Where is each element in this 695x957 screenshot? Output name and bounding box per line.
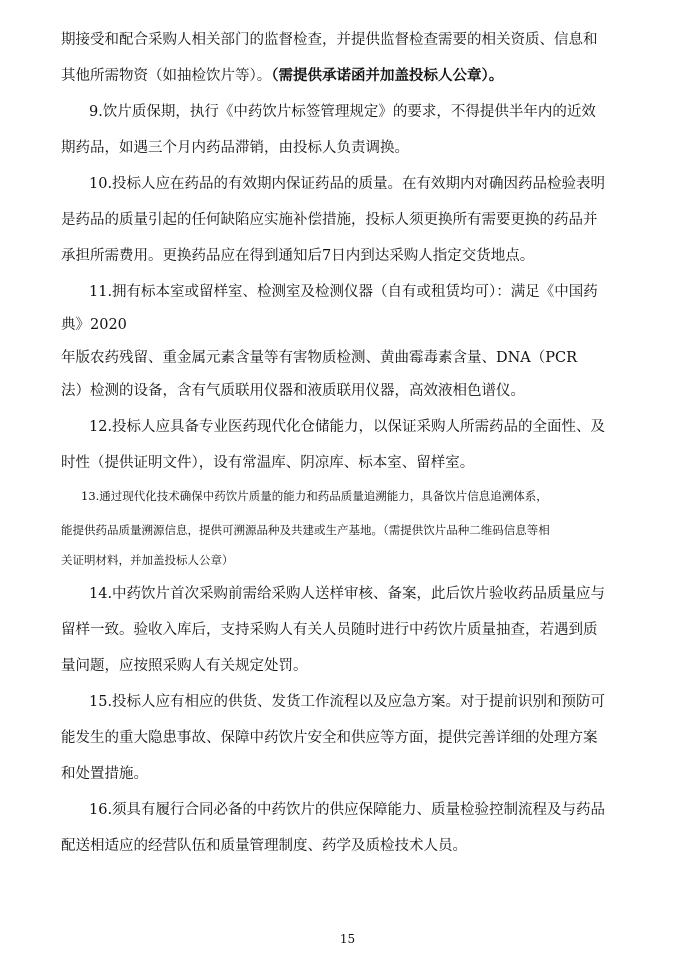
paragraph-12-line: 12.投标人应具备专业医药现代化仓储能力，以保证采购人所需药品的全面性、及 — [89, 419, 606, 435]
page-number: 15 — [339, 932, 356, 946]
text-segment: 其他所需物资（如抽检饮片等）。 — [61, 68, 272, 84]
paragraph-14-line: 14.中药饮片首次采购前需给采购人送样审核、备案，此后饮片验收药品质量应与 — [89, 586, 606, 602]
text-line: 量问题，应按照采购人有关规定处罚。 — [61, 658, 308, 674]
paragraph-15-line: 15.投标人应有相应的供货、发货工作流程以及应急方案。对于提前识别和预防可 — [89, 694, 606, 710]
text-line: 是药品的质量引起的任何缺陷应实施补偿措施，投标人须更换所有需要更换的药品并 — [61, 212, 598, 228]
paragraph-11-line: 11.拥有标本室或留样室、检测室及检测仪器（自有或租赁均可）：满足《中国药 — [89, 284, 598, 300]
text-line: 期药品，如遇三个月内药品滞销，由投标人负责调换。 — [61, 140, 409, 156]
paragraph-13-line: 13.通过现代化技术确保中药饮片质量的能力和药品质量追溯能力，具备饮片信息追溯体系， — [81, 489, 548, 503]
text-line: 期接受和配合采购人相关部门的监督检查，并提供监督检查需要的相关资质、信息和 — [61, 32, 598, 48]
bold-note: （需提供承诺函并加盖投标人公章）。 — [271, 67, 504, 84]
paragraph-9-line: 9.饮片质保期，执行《中药饮片标签管理规定》的要求，不得提供半年内的近效 — [89, 104, 596, 120]
text-line: 能提供药品质量溯源信息，提供可溯源品种及共建或生产基地。（需提供饮片品种二维码信息等相 — [61, 523, 550, 537]
text-line: 时性（提供证明文件），设有常温库、阴凉库、标本室、留样室。 — [61, 455, 475, 471]
paragraph-10-line: 10.投标人应在药品的有效期内保证药品的质量。在有效期内对确因药品检验表明 — [89, 176, 606, 192]
text-line: 留样一致。验收入库后，支持采购人有关人员随时进行中药饮片质量抽查，若遇到质 — [61, 622, 598, 638]
paragraph-16-line: 16.须具有履行合同必备的中药饮片的供应保障能力、质量检验控制流程及与药品 — [89, 802, 606, 818]
text-line: 和处置措施。 — [61, 766, 148, 782]
text-line — [61, 67, 503, 85]
text-line: 配送相适应的经营队伍和质量管理制度、药学及质检技术人员。 — [61, 838, 467, 854]
text-line: 能发生的重大隐患事故、保障中药饮片安全和供应等方面，提供完善详细的处理方案 — [61, 730, 598, 746]
text-line: 承担所需费用。更换药品应在得到通知后7日内到达采购人指定交货地点。 — [61, 248, 535, 264]
text-line: 典》2020 — [61, 317, 127, 333]
text-line: 法）检测的设备，含有气质联用仪器和液质联用仪器，高效液相色谱仪。 — [61, 383, 525, 399]
text-line: 年版农药残留、重金属元素含量等有害物质检测、黄曲霉毒素含量、DNA（PCR — [61, 350, 578, 366]
text-line: 关证明材料，并加盖投标人公章） — [61, 553, 234, 567]
